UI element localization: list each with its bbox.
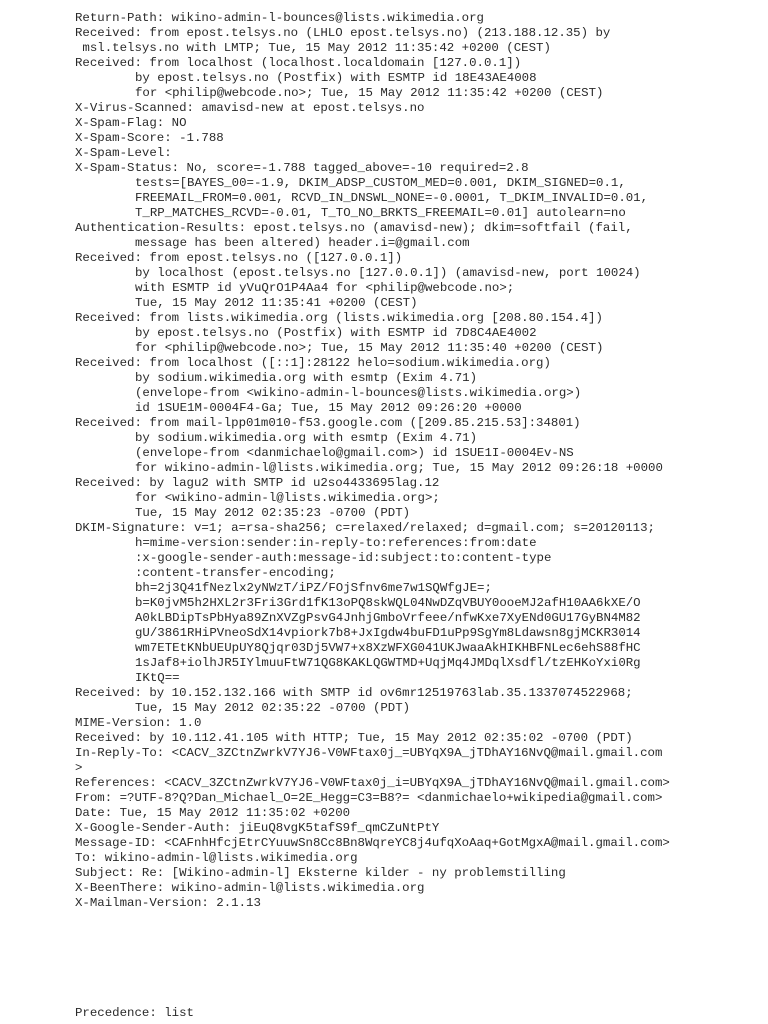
header-line: gU/3861RHiPVneoSdX14vpiork7b8+JxIgdw4buFD1uPp9SgYm8Ldawsn8gjMCKR3014	[135, 626, 641, 640]
header-line: by epost.telsys.no (Postfix) with ESMTP id 7D8C4AE4002	[135, 326, 537, 340]
email-raw-headers	[75, 11, 765, 911]
header-line: Received: by 10.112.41.105 with HTTP; Tue, 15 May 2012 02:35:02 -0700 (PDT)	[75, 731, 633, 745]
header-line: for wikino-admin-l@lists.wikimedia.org; Tue, 15 May 2012 09:26:18 +0000	[135, 461, 663, 475]
header-line: :content-transfer-encoding;	[135, 566, 336, 580]
header-line: Precedence: list	[75, 1006, 194, 1020]
header-line: bh=2j3Q41fNezlx2yNWzT/iPZ/FOjSfnv6me7w1SQWfgJE=;	[135, 581, 492, 595]
header-line: From: =?UTF-8?Q?Dan_Michael_O=2E_Hegg=C3=B8?= <danmichaelo+wikipedia@gmail.com>	[75, 791, 663, 805]
header-line: Message-ID: <CAFnhHfcjEtrCYuuwSn8Cc8Bn8WqreYC8j4ufqXoAaq+GotMgxA@mail.gmail.com>	[75, 836, 670, 850]
header-line: for <philip@webcode.no>; Tue, 15 May 2012 11:35:40 +0200 (CEST)	[135, 341, 604, 355]
header-line: X-Spam-Flag: NO	[75, 116, 187, 130]
header-line: id 1SUE1M-0004F4-Ga; Tue, 15 May 2012 09:26:20 +0000	[135, 401, 522, 415]
header-line: Tue, 15 May 2012 11:35:41 +0200 (CEST)	[135, 296, 418, 310]
header-line: Authentication-Results: epost.telsys.no (amavisd-new); dkim=softfail (fail,	[75, 221, 633, 235]
header-line: (envelope-from <wikino-admin-l-bounces@lists.wikimedia.org>)	[135, 386, 582, 400]
header-line: for <wikino-admin-l@lists.wikimedia.org>;	[135, 491, 440, 505]
header-line: wm7ETEtKNbUEUpUY8Qjqr03Dj5VW7+x8XzWFXG041UKJwaaAkHIKHBFNLec6ehS88fHC	[135, 641, 641, 655]
header-line: message has been altered) header.i=@gmail.com	[135, 236, 470, 250]
header-line: msl.telsys.no with LMTP; Tue, 15 May 2012 11:35:42 +0200 (CEST)	[75, 41, 551, 55]
header-line: Tue, 15 May 2012 02:35:22 -0700 (PDT)	[135, 701, 411, 715]
header-line: Received: from lists.wikimedia.org (lists.wikimedia.org [208.80.154.4])	[75, 311, 603, 325]
header-line: by sodium.wikimedia.org with esmtp (Exim 4.71)	[135, 371, 478, 385]
header-line: Received: from localhost (localhost.localdomain [127.0.0.1])	[75, 56, 522, 70]
header-line: References: <CACV_3ZCtnZwrkV7YJ6-V0WFtax0j_i=UBYqX9A_jTDhAY16NvQ@mail.gmail.com>	[75, 776, 670, 790]
header-line: Received: from epost.telsys.no (LHLO epost.telsys.no) (213.188.12.35) by	[75, 26, 611, 40]
header-line: Received: by lagu2 with SMTP id u2so4433695lag.12	[75, 476, 440, 490]
header-line: h=mime-version:sender:in-reply-to:references:from:date	[135, 536, 537, 550]
header-line: IKtQ==	[135, 671, 180, 685]
header-line: (envelope-from <danmichaelo@gmail.com>) id 1SUE1I-0004Ev-NS	[135, 446, 574, 460]
header-line: T_RP_MATCHES_RCVD=-0.01, T_TO_NO_BRKTS_FREEMAIL=0.01] autolearn=no	[135, 206, 626, 220]
header-line: Received: from localhost ([::1]:28122 helo=sodium.wikimedia.org)	[75, 356, 551, 370]
header-line: with ESMTP id yVuQrO1P4Aa4 for <philip@webcode.no>;	[135, 281, 515, 295]
header-line: X-Spam-Level:	[75, 146, 172, 160]
header-line: FREEMAIL_FROM=0.001, RCVD_IN_DNSWL_NONE=-0.0001, T_DKIM_INVALID=0.01,	[135, 191, 649, 205]
header-line: Subject: Re: [Wikino-admin-l] Eksterne kilder - ny problemstilling	[75, 866, 566, 880]
header-line: Tue, 15 May 2012 02:35:23 -0700 (PDT)	[135, 506, 411, 520]
header-line: b=K0jvM5h2HXL2r3Fri3Grd1fK13oPQ8skWQL04NwDZqVBUY0ooeMJ2afH10AA6kXE/O	[135, 596, 641, 610]
header-line: Return-Path: wikino-admin-l-bounces@lists.wikimedia.org	[75, 11, 484, 25]
header-line: X-Mailman-Version: 2.1.13	[75, 896, 261, 910]
header-line: Received: from epost.telsys.no ([127.0.0.1])	[75, 251, 403, 265]
header-line: X-Spam-Score: -1.788	[75, 131, 224, 145]
header-line: by sodium.wikimedia.org with esmtp (Exim 4.71)	[135, 431, 478, 445]
header-line: DKIM-Signature: v=1; a=rsa-sha256; c=relaxed/relaxed; d=gmail.com; s=20120113;	[75, 521, 655, 535]
header-line: X-BeenThere: wikino-admin-l@lists.wikimedia.org	[75, 881, 425, 895]
header-line: Received: from mail-lpp01m010-f53.google.com ([209.85.215.53]:34801)	[75, 416, 581, 430]
header-line: To: wikino-admin-l@lists.wikimedia.org	[75, 851, 358, 865]
header-line: X-Virus-Scanned: amavisd-new at epost.telsys.no	[75, 101, 425, 115]
header-line: by localhost (epost.telsys.no [127.0.0.1]) (amavisd-new, port 10024)	[135, 266, 641, 280]
header-line: >	[75, 761, 83, 775]
header-line: by epost.telsys.no (Postfix) with ESMTP id 18E43AE4008	[135, 71, 537, 85]
header-line: Date: Tue, 15 May 2012 11:35:02 +0200	[75, 806, 351, 820]
header-line: 1sJaf8+iolhJR5IYlmuuFtW71QG8KAKLQGWTMD+UqjMq4JMDqlXsdfl/tzEHKoYxi0Rg	[135, 656, 641, 670]
header-line: :x-google-sender-auth:message-id:subject:to:content-type	[135, 551, 552, 565]
header-line: tests=[BAYES_00=-1.9, DKIM_ADSP_CUSTOM_MED=0.001, DKIM_SIGNED=0.1,	[135, 176, 626, 190]
header-line: In-Reply-To: <CACV_3ZCtnZwrkV7YJ6-V0WFtax0j_=UBYqX9A_jTDhAY16NvQ@mail.gmail.com	[75, 746, 663, 760]
header-line: MIME-Version: 1.0	[75, 716, 202, 730]
header-line: Received: by 10.152.132.166 with SMTP id ov6mr12519763lab.35.1337074522968;	[75, 686, 633, 700]
header-line: X-Spam-Status: No, score=-1.788 tagged_above=-10 required=2.8	[75, 161, 529, 175]
header-line: for <philip@webcode.no>; Tue, 15 May 2012 11:35:42 +0200 (CEST)	[135, 86, 604, 100]
email-raw-headers-continued	[75, 1006, 194, 1021]
header-line: A0kLBDipTsPbHya89ZnXVZgPsvG4JnhjGmboVrfeee/nfwKxe7XyENd0GU17GyBN4M82	[135, 611, 641, 625]
header-line: X-Google-Sender-Auth: jiEuQ8vgK5tafS9f_qmCZuNtPtY	[75, 821, 440, 835]
